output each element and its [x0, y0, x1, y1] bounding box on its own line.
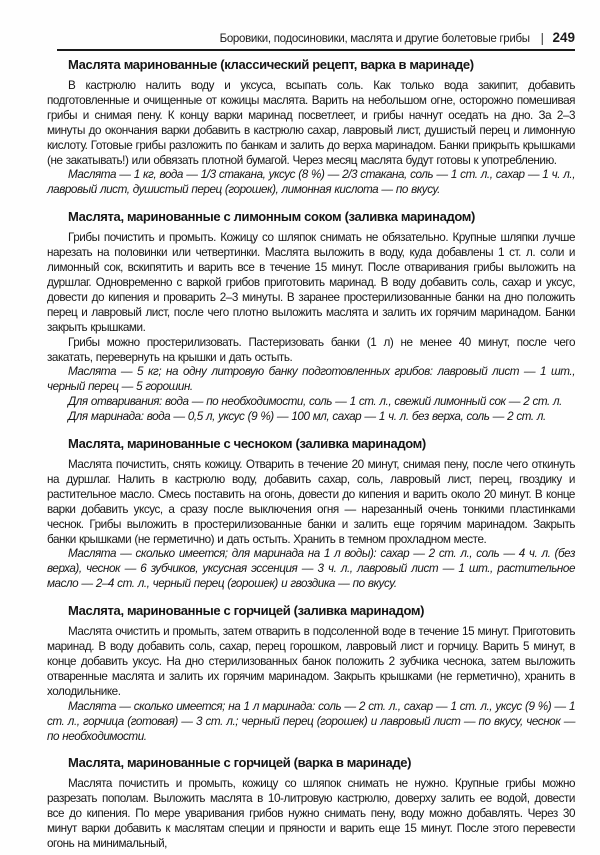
recipe-heading: Маслята, маринованные с чесноком (заливка маринадом) [68, 436, 426, 452]
ingredients-paragraph: Для маринада: вода — 0,5 л, уксус (9 %) — 100 мл, сахар — 1 ч. л. без верха, соль — 2 ст. л. [68, 410, 546, 424]
recipe-heading: Маслята, маринованные с горчицей (варка в маринаде) [68, 755, 412, 771]
header-rule [57, 49, 575, 51]
recipe-paragraph: Грибы почистить и промыть. Кожицу со шляпок снимать не обязательно. Крупные шляпки лучше нарезать на половинки или четвертинки. Маслята выложить в воду, куда добавлены 1 ст. л. соли и лимонный сок, вскипятить и варить все в течение 15 минут. После отваривания грибы выложить на дуршлаг. Одновременно с варкой грибов приготовить маринад. В воду добавить соль, сахар и уксус, довести до кипения и проварить 2–3 минуты. В заранее простерилизованные банки на дно положить перец и лавровый лист, после чего плотно выложить маслята и залить их горячим маринадом. Банки закрыть крышками. [47, 231, 575, 334]
ingredients-paragraph: Маслята — 5 кг; на одну литровую банку подготовленных грибов: лавровый лист — 1 шт., черный перец — 5 горошин. [47, 365, 575, 394]
ingredients-paragraph: Маслята — сколько имеется; для маринада на 1 л воды): сахар — 2 ст. л., соль — 4 ч. л. (без верха), чеснок — 6 зубчиков, уксусная эссенция — 3 ч. л., лавровый лист — 1 шт., растительное масло — 2–4 ст. л., черный перец (горошек) и гвоздика — по вкусу. [47, 547, 575, 591]
ingredients-paragraph: Для отваривания: вода — по необходимости, соль — 1 ст. л., свежий лимонный сок — 2 ст. л. [68, 395, 562, 409]
header-separator: | [540, 32, 544, 46]
running-header [47, 30, 575, 49]
page-number: 249 [552, 30, 575, 45]
recipe-heading: Маслята маринованные (классический рецепт, варка в маринаде) [68, 57, 474, 72]
recipe-paragraph: Маслята очистить и промыть, затем отварить в подсоленной воде в течение 15 минут. Приготовить маринад. В воду добавить соль, сахар, перец горошком, лавровый лист и горчицу. Варить 5 минут, в конце добавить уксус. На дно стерилизованных банок положить 2 зубчика чеснока, затем выложить отваренные маслята и залить их горячим маринадом. Закрыть крышками (не герметично), хранить в холодильнике. [47, 625, 575, 698]
recipe-paragraph: Грибы можно простерилизовать. Пастеризовать банки (1 л) не менее 40 минут, после чего закатать, перевернуть на крышки и дать остыть. [47, 335, 575, 364]
ingredients-paragraph: Маслята — 1 кг, вода — 1/3 стакана, уксус (8 %) — 2/3 стакана, соль — 1 ст. л., сахар — 1 ч. л., лавровый лист, душистый перец (горошек), лимонная кислота — по вкусу. [47, 168, 575, 197]
recipe-paragraph: Маслята почистить, снять кожицу. Отварить в течение 20 минут, снимая пену, после чего откинуть на дуршлаг. Налить в кастрюлю воду, добавить сахар, соль, лавровый лист, перец, гвоздику и растительное масло. Смесь поставить на огонь, довести до кипения и варить около 20 минут. В конце варки добавить уксус, а сразу после выключения огня — нарезанный очень тонкими пластинками чеснок. Грибы выложить в простерилизованные банки и залить еще горячим маринадом. Закрыть банки крышками (не герметично) и дать остыть. Хранить в темном прохладном месте. [47, 458, 575, 546]
recipe-paragraph: Маслята почистить и промыть, кожицу со шляпок снимать не нужно. Крупные грибы можно разрезать пополам. Выложить маслята в 10-литровую кастрюлю, доверху залить ее водой, довести все до кипения. По мере уваривания грибов нужно снимать пену, воду можно добавлять. Через 30 минут варки добавить к маслятам специи и пряности и варить еще 15 минут. После этого перевести огонь на минимальный, [47, 777, 575, 851]
recipe-paragraph: В кастрюлю налить воду и уксуса, всыпать соль. Как только вода закипит, добавить подготовленные и очищенные от кожицы маслята. Варить на небольшом огне, осторожно помешивая грибы и снимая пену. К концу варки маринад посветлеет, и грибы начнут оседать на дно. За 2–3 минуты до окончания варки добавить в кастрюлю сахар, лавровый лист, душистый перец и лимонную кислоту. Готовые грибы разложить по банкам и залить до верха маринадом. Банки прикрыть крышками (не закатывать!) или обвязать плотной бумагой. Через месяц маслята будут готовы к употреблению. [47, 79, 575, 167]
recipes-content [47, 57, 575, 852]
running-title: Боровики, подосиновики, маслята и другие болетовые грибы [219, 33, 530, 45]
recipe-heading: Маслята, маринованные с лимонным соком (заливка маринадом) [68, 209, 476, 225]
ingredients-paragraph: Маслята — сколько имеется; на 1 л маринада: соль — 2 ст. л., сахар — 1 ст. л., уксус (9 %) — 1 ст. л., горчица (готовая) — 3 ст. л.; черный перец (горошек) и лавровый лист — по вкусу, чеснок — по необходимости. [47, 699, 575, 743]
recipe-heading: Маслята, маринованные с горчицей (заливка маринадом) [68, 603, 425, 619]
